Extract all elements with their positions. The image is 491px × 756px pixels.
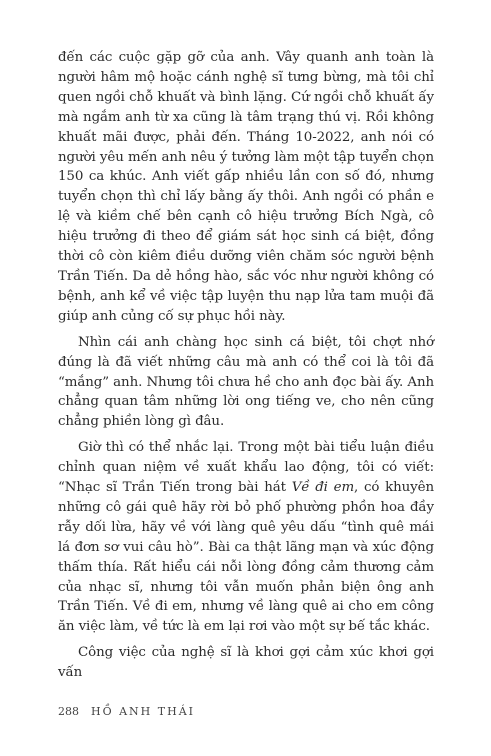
body-text [58,48,434,689]
paragraph-4: Công việc của nghệ sĩ là khơi gợi cảm xúc khơi gợi vấn [58,645,434,681]
author-name: HỒ ANH THÁI [91,705,195,718]
paragraph-3-after: , có khuyên những cô gái quê hãy rời bỏ phố phường phồn hoa đầy rẫy dối lừa, hãy về với làng quê yêu dấu “tình quê mái lá đơn sơ vui câu hò”. Bài ca thật lãng mạn và xúc động thấm thía. Rất hiểu cái nỗi lòng đồng cảm thương cảm của nhạc sĩ, nhưng tôi vẫn muốn phản biện ông anh Trần Tiến. Về đi em, nhưng về làng quê ai cho em công ăn việc làm, về tức là em lại rơi vào một sự bế tắc khác. [58,480,434,635]
song-title: Về đi em [291,480,355,496]
page-footer [58,705,195,718]
page-number: 288 [58,705,79,718]
paragraph-3-before: Giờ thì có thể nhắc lại. Trong một bài tiểu luận điều chỉnh quan niệm về xuất khẩu lao động, tôi có viết: “Nhạc sĩ Trần Tiến trong bài hát [58,440,434,496]
paragraph-3 [58,438,434,637]
paragraph-1: đến các cuộc gặp gỡ của anh. Vây quanh anh toàn là người hâm mộ hoặc cánh nghệ sĩ tưng bừng, mà tôi chỉ quen ngồi chỗ khuất và bình lặng. Cứ ngồi chỗ khuất ấy mà ngắm anh từ xa cũng là tâm trạng thú vị. Rồi không khuất mãi được, phải đến. Tháng 10-2022, anh nói có người yêu mến anh nêu ý tưởng làm một tập tuyển chọn 150 ca khúc. Anh viết gấp nhiều lần con số đó, nhưng tuyển chọn thì chỉ lấy bằng ấy thôi. Anh ngồi có phần e lệ và kiềm chế bên cạnh cô hiệu trưởng Bích Ngà, cô hiệu trưởng đi theo để giám sát học sinh cá biệt, đồng thời cô còn kiêm điều dưỡng viên chăm sóc người bệnh Trần Tiến. Da dẻ hồng hào, sắc vóc như người không có bệnh, anh kể về việc tập luyện thu nạp lửa tam muội đã giúp anh củng cố sự phục hồi này. [58,50,434,324]
paragraph-2: Nhìn cái anh chàng học sinh cá biệt, tôi chợt nhớ đúng là đã viết những câu mà anh có thể coi là tôi đã “mắng” anh. Nhưng tôi chưa hề cho anh đọc bài ấy. Anh chẳng quan tâm những lời ong tiếng ve, cho nên cũng chẳng phiền lòng gì đâu. [58,334,434,430]
